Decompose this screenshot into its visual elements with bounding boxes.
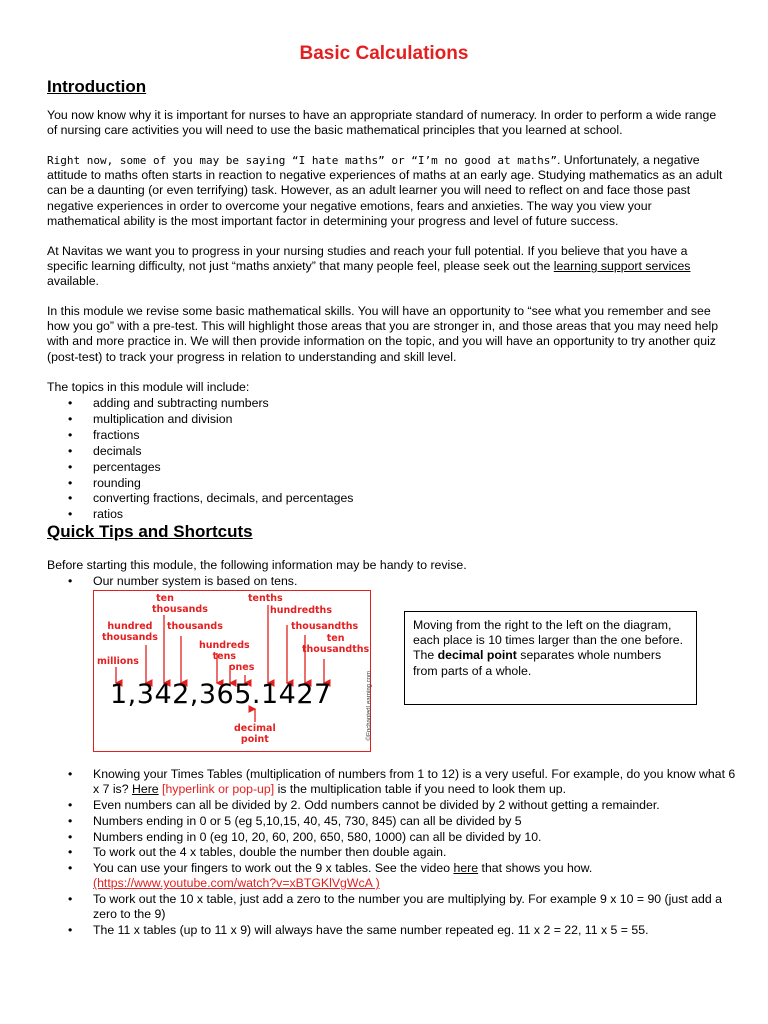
diagram-credit: ©EnchantedLearning.com: [366, 671, 372, 741]
list-item: • fractions: [47, 428, 353, 444]
label-hundreds: hundreds tens: [199, 640, 250, 662]
label-thousands: thousands: [167, 621, 223, 632]
label-thousandths: thousandths: [291, 621, 359, 632]
list-item: • percentages: [47, 460, 353, 476]
list-item: • converting fractions, decimals, and percentages: [47, 491, 353, 507]
intro-paragraph-4: In this module we revise some basic mathematical skills. You will have an opportunity to “see what you remember and see how you go” with a pre-test. This will highlight those areas that you are stronger in, and those areas that you may need help with and more practice in. We will then provide information on the topic, and you will have an opportunity to try another quiz (post-test) to track your progress in relation to understanding and skill level.: [47, 304, 719, 364]
label-ten-thousands: ten thousands: [152, 593, 208, 615]
list-item: • decimals: [47, 444, 353, 460]
place-value-note: Moving from the right to the left on the diagram, each place is 10 times larger than the one before. The decimal point separates whole numbers from parts of a whole.: [404, 611, 697, 705]
youtube-url-link[interactable]: (https://www.youtube.com/watch?v=xBTGKlVgWcA ): [93, 876, 380, 891]
label-hundred-thousands: hundred thousands: [102, 621, 158, 643]
document-page: Basic Calculations Introduction You now know why it is important for nurses to have an appropriate standard of numeracy. In order to perform a wide range of nursing care activities you will need to use the basic mathematical principles that you learned at school. Right now, some of you may be saying “I hate maths” or “I’m no good at maths”. Unfortunately, a negative attitude to maths often starts in reaction to negative experiences of maths at an early age. Studying mathematics as an adult can be a daunting (or even terrifying) task. However, as an adult learner you will need to reflect on and face those past negative experiences in order to overcome your negative emotions, fears and anxieties. The way you view your mathematical ability is the most important factor in determining your progress and level of future success. At Navitas we want you to progress in your nursing studies and reach your full potential. If you believe that you have a specific learning difficulty, not just “maths anxiety” that many people feel, please seek out the learning support services available. In this module we revise some basic mathematical skills. You will have an opportunity to “see what you remember and see how you go” with a pre-test. This will highlight those areas that you are stronger in, and those areas that you may need help with and more practice in. We will then provide information on the topic, and you will have an opportunity to try another quiz (post-test) to track your progress in relation to understanding and skill level. The topics in this module will include: • adding and subtracting numbers • multiplication and division • fractions • decimals • percentages • rounding • converting fractions, decimals, and percentages • ratios Quick Tips and Shortcuts Before starting this module, the following information may be handy to revise. • Our number system is based on tens. ten thousands tenths hundred thousands thousands hundredths thousandths ten thousandths hundreds tens ones millions 1,342,365.1427 decimal point ©EnchantedLearning.com Moving from the right to the left on the diagram, each place is 10 times larger than the one before. The decimal point separates whole numbers from parts of a whole. • Knowing your Times Tables (multiplication of numbers from 1 to 12) is a very useful. For example, do you know what 6 x 7 is? Here [hyperlink or pop-up] is the multiplication table if you need to look them up. • Even numbers can all be divided by 2. Odd numbers cannot be divided by 2 without getting a remainder. • Numbers ending in 0 or 5 (eg 5,10,15, 40, 45, 730, 845) can all be divided by 5 • Numbers ending in 0 (eg 10, 20, 60, 200, 650, 580, 1000) can all be divided by 10. • To work out the 4 x tables, double the number then double again. • You can use your fingers to work out the 9 x tables. See the video here that shows you how. (https://www.youtube.com/watch?v=xBTGKlVgWcA ) • To work out the 10 x table, just add a zero to the number you are multiplying by. For example 9 x 10 = 90 (just add a zero to the 9) • The 11 x tables (up to 11 x 9) will always have the same number repeated eg. 11 x 2 = 22, 11 x 5 = 55.: [0, 0, 768, 1024]
tips-list: [47, 767, 737, 939]
quick-tips-heading: Quick Tips and Shortcuts: [47, 522, 253, 541]
topics-intro: The topics in this module will include:: [47, 380, 250, 394]
list-item: • You can use your fingers to work out the 9 x tables. See the video here that shows you how. (https://www.youtube.com/watch?v=xBTGKlVgWcA ): [47, 861, 737, 891]
video-link[interactable]: here: [453, 861, 479, 876]
list-item: • Numbers ending in 0 (eg 10, 20, 60, 200, 650, 580, 1000) can all be divided by 10.: [47, 830, 737, 845]
label-tenths: tenths: [248, 593, 283, 604]
label-millions: millions: [97, 656, 139, 667]
label-hundredths: hundredths: [270, 605, 332, 616]
list-item: • adding and subtracting numbers: [47, 396, 353, 412]
list-item: • multiplication and division: [47, 412, 353, 428]
times-table-link[interactable]: Here: [131, 782, 159, 797]
intro-paragraph-1: You now know why it is important for nurses to have an appropriate standard of numeracy. In order to perform a wide range of nursing care activities you will need to use the basic mathematical principles that you learned at school.: [47, 108, 717, 138]
tips-intro: Before starting this module, the following information may be handy to revise.: [47, 558, 467, 572]
page-title: Basic Calculations: [299, 43, 469, 64]
introduction-heading: Introduction: [47, 77, 147, 96]
list-item: • Numbers ending in 0 or 5 (eg 5,10,15, 40, 45, 730, 845) can all be divided by 5: [47, 814, 737, 829]
list-item: • Even numbers can all be divided by 2. Odd numbers cannot be divided by 2 without getting a remainder.: [47, 798, 737, 813]
learning-support-link[interactable]: learning support services: [553, 259, 691, 274]
list-item: • ratios: [47, 507, 353, 523]
topics-list: [47, 396, 353, 523]
list-item: • To work out the 10 x table, just add a zero to the number you are multiplying by. For example 9 x 10 = 90 (just add a zero to the 9): [47, 892, 737, 922]
intro-paragraph-2: Right now, some of you may be saying “I hate maths” or “I’m no good at maths”. Unfortunately, a negative attitude to maths often starts in reaction to negative experiences of maths at an early age. Studying mathematics as an adult can be a daunting (or even terrifying) task. However, as an adult learner you will need to reflect on and face those past negative experiences in order to overcome your negative emotions, fears and anxieties. The way you view your mathematical ability is the most important factor in determining your progress and level of future success.: [47, 153, 723, 228]
label-ones: ones: [229, 662, 255, 673]
label-ten-thousandths: ten thousandths: [302, 633, 370, 655]
place-value-diagram: [93, 590, 371, 752]
list-item: • The 11 x tables (up to 11 x 9) will always have the same number repeated eg. 11 x 2 = 22, 11 x 5 = 55.: [47, 923, 737, 938]
list-item: • rounding: [47, 476, 353, 492]
example-number: 1,342,365.1427: [110, 679, 332, 710]
list-item: • To work out the 4 x tables, double the number then double again.: [47, 845, 737, 860]
quote-text: Right now, some of you may be saying “I hate maths” or “I’m no good at maths”: [47, 154, 557, 167]
intro-paragraph-3: At Navitas we want you to progress in your nursing studies and reach your full potential. If you believe that you have a specific learning difficulty, not just “maths anxiety” that many people feel, please seek out the learning support services available.: [47, 244, 691, 289]
label-decimal-point: decimal point: [234, 723, 276, 745]
list-item: • Knowing your Times Tables (multiplication of numbers from 1 to 12) is a very useful. For example, do you know what 6 x 7 is? Here [hyperlink or pop-up] is the multiplication table if you need to look them up.: [47, 767, 737, 797]
